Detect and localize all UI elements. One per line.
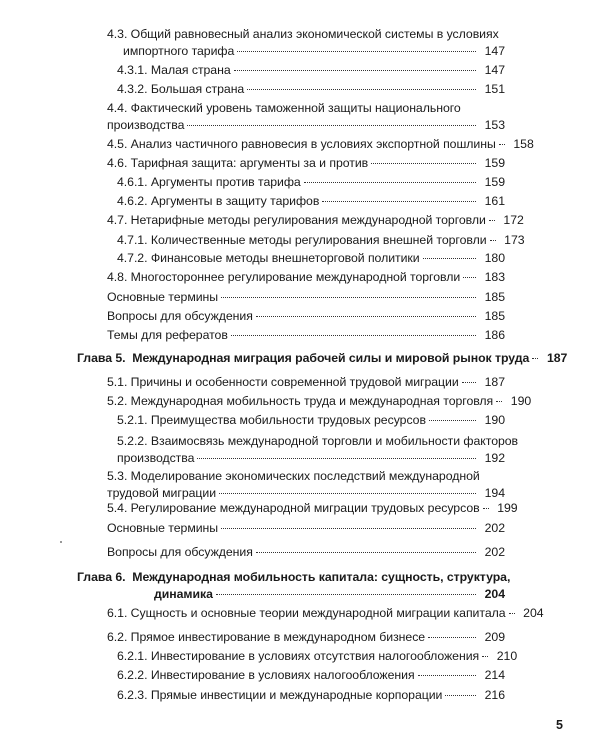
- toc-entry-4-6-2: [117, 193, 505, 210]
- toc-entry-title: динамика: [154, 587, 213, 601]
- dot-leader: [219, 493, 476, 494]
- dot-leader: [490, 240, 496, 241]
- toc-entry-title-line1: Глава 6. Международная мобильность капитала: сущность, структура,: [77, 570, 511, 584]
- toc-entry-title: 4.5. Анализ частичного равновесия в условиях экспортной пошлины: [107, 137, 496, 151]
- toc-entry-title: 4.8. Многостороннее регулирование международной торговли: [107, 270, 461, 284]
- toc-entry-5-4: [107, 500, 518, 517]
- toc-entry-title-line1: 5.3. Моделирование экономических последствий международной: [107, 469, 480, 483]
- dot-leader: [496, 401, 502, 402]
- toc-entry-4-7-2: [117, 250, 505, 267]
- toc-entry-title-line1: 5.2.2. Взаимосвязь международной торговли и мобильности факторов: [117, 434, 519, 448]
- toc-entry-title: 4.3.1. Малая страна: [117, 63, 231, 77]
- toc-entry-title: 4.7. Нетарифные методы регулирования международной торговли: [107, 213, 486, 227]
- toc-entry-terms: [107, 289, 505, 306]
- toc-entry-4-5: [107, 136, 534, 153]
- toc-entry-4-6-1: [117, 174, 505, 191]
- toc-chapter-6: [77, 569, 511, 603]
- toc-page-number: 216: [484, 688, 505, 702]
- dot-leader: [187, 125, 476, 126]
- toc-entry-6-1: [107, 605, 544, 622]
- dot-leader: [463, 277, 476, 278]
- dot-leader: [231, 335, 476, 336]
- toc-page-number: 214: [484, 668, 505, 682]
- toc-entry-questions-5: [107, 544, 505, 561]
- toc-entry-title: Основные термины: [107, 521, 219, 535]
- toc-page-number: 159: [484, 175, 505, 189]
- toc-entry-terms-5: [107, 520, 505, 537]
- dot-leader: [197, 458, 476, 459]
- dot-leader: [418, 675, 476, 676]
- toc-entry-5-3: [107, 468, 505, 502]
- toc-entry-title: 4.6.2. Аргументы в защиту тарифов: [117, 194, 320, 208]
- toc-page-number: 159: [484, 156, 505, 170]
- toc-entry-title: производства: [117, 451, 195, 465]
- toc-page-number: 183: [484, 270, 505, 284]
- toc-entry-title: 6.2.1. Инвестирование в условиях отсутствия налогообложения: [117, 649, 480, 663]
- toc-entry-title: Основные термины: [107, 290, 219, 304]
- toc-entry-title: 5.4. Регулирование международной миграции трудовых ресурсов: [107, 501, 480, 515]
- toc-entry-title: 4.7.1. Количественные методы регулирования внешней торговли: [117, 233, 487, 247]
- toc-page-number: 180: [484, 251, 505, 265]
- print-smudge: [60, 541, 62, 543]
- toc-page-number: 202: [484, 521, 505, 535]
- toc-page-number: 185: [484, 290, 505, 304]
- dot-leader: [221, 528, 476, 529]
- dot-leader: [256, 552, 476, 553]
- toc-entry-title: 5.2. Международная мобильность труда и международная торговля: [107, 394, 494, 408]
- dot-leader: [304, 182, 476, 183]
- toc-entry-essays: [107, 327, 505, 344]
- dot-leader: [483, 508, 489, 509]
- dot-leader: [482, 656, 488, 657]
- toc-page-number: 147: [484, 44, 505, 58]
- toc-entry-6-2: [107, 629, 505, 646]
- dot-leader: [423, 258, 476, 259]
- toc-entry-4-3-1: [117, 62, 505, 79]
- dot-leader: [247, 89, 476, 90]
- toc-entry-6-2-1: [117, 648, 518, 665]
- toc-entry-title: 4.6.1. Аргументы против тарифа: [117, 175, 301, 189]
- toc-page-number: 210: [496, 649, 518, 663]
- toc-page-number: 153: [484, 118, 505, 132]
- dot-leader: [509, 613, 515, 614]
- toc-entry-title: производства: [107, 118, 185, 132]
- toc-entry-title: Темы для рефератов: [107, 328, 228, 342]
- toc-entry-4-6: [107, 155, 505, 172]
- toc-page-number: 151: [484, 82, 505, 96]
- toc-entry-title: 4.7.2. Финансовые методы внешнеторговой политики: [117, 251, 420, 265]
- toc-page-number: 202: [484, 545, 505, 559]
- toc-entry-4-3-2: [117, 81, 505, 98]
- dot-leader: [234, 70, 476, 71]
- toc-page-number: 190: [484, 413, 505, 427]
- toc-entry-title-line1: 4.4. Фактический уровень таможенной защиты национального: [107, 101, 461, 115]
- toc-entry-title: Вопросы для обсуждения: [107, 545, 253, 559]
- toc-entry-5-2-2: [117, 433, 519, 467]
- toc-page-number: 186: [484, 328, 505, 342]
- dot-leader: [462, 382, 476, 383]
- dot-leader: [237, 51, 476, 52]
- toc-page-number: 204: [523, 606, 544, 620]
- dot-leader: [322, 201, 476, 202]
- dot-leader: [428, 637, 476, 638]
- toc-page-number: 204: [484, 587, 505, 601]
- dot-leader: [532, 358, 538, 359]
- toc-entry-4-7: [107, 212, 524, 229]
- dot-leader: [371, 163, 476, 164]
- toc-entry-title: 6.2. Прямое инвестирование в международном бизнесе: [107, 630, 426, 644]
- toc-entry-5-1: [107, 374, 505, 391]
- toc-entry-title: 6.2.3. Прямые инвестиции и международные корпорации: [117, 688, 443, 702]
- dot-leader: [256, 316, 476, 317]
- toc-entry-5-2: [107, 393, 532, 410]
- toc-entry-title: Вопросы для обсуждения: [107, 309, 253, 323]
- dot-leader: [489, 220, 495, 221]
- toc-entry-title: 5.2.1. Преимущества мобильности трудовых ресурсов: [117, 413, 426, 427]
- toc-entry-4-4: [107, 100, 505, 134]
- toc-page-number: 173: [504, 233, 525, 247]
- page-number: 5: [556, 718, 563, 732]
- dot-leader: [216, 594, 476, 595]
- toc-entry-5-2-1: [117, 412, 505, 429]
- toc-page-number: 187: [484, 375, 505, 389]
- toc-page-number: 161: [484, 194, 505, 208]
- toc-entry-4-8: [107, 269, 505, 286]
- toc-page-number: 187: [546, 351, 568, 365]
- toc-entry-6-2-2: [117, 667, 505, 684]
- toc-entry-title: 4.3.2. Большая страна: [117, 82, 245, 96]
- toc-page-number: 158: [513, 137, 534, 151]
- toc-entry-6-2-3: [117, 687, 505, 704]
- toc-page-number: 147: [484, 63, 505, 77]
- toc-page-number: 209: [484, 630, 505, 644]
- toc-page-number: 172: [503, 213, 524, 227]
- toc-entry-title-line1: 4.3. Общий равновесный анализ экономической системы в условиях: [107, 27, 499, 41]
- toc-page-number: 190: [510, 394, 532, 408]
- toc-entry-4-3: [107, 26, 505, 60]
- dot-leader: [221, 297, 476, 298]
- toc-entry-title: Глава 5. Международная миграция рабочей силы и мировой рынок труда: [77, 351, 530, 365]
- toc-page-number: 185: [484, 309, 505, 323]
- toc-entry-title: 6.1. Сущность и основные теории международной миграции капитала: [107, 606, 506, 620]
- toc-page-number: 199: [497, 501, 518, 515]
- dot-leader: [429, 420, 476, 421]
- toc-entry-title: 5.1. Причины и особенности современной трудовой миграции: [107, 375, 459, 389]
- toc-entry-title: 4.6. Тарифная защита: аргументы за и против: [107, 156, 369, 170]
- dot-leader: [445, 695, 476, 696]
- toc-page-number: 192: [484, 451, 505, 465]
- toc-entry-title: трудовой миграции: [107, 486, 217, 500]
- toc-entry-questions: [107, 308, 505, 325]
- toc-entry-title: 6.2.2. Инвестирование в условиях налогообложения: [117, 668, 415, 682]
- dot-leader: [499, 144, 505, 145]
- toc-chapter-5: [77, 350, 568, 367]
- toc-entry-4-7-1: [117, 232, 525, 249]
- toc-entry-title: импортного тарифа: [123, 44, 235, 58]
- toc-page-number: 194: [484, 486, 505, 500]
